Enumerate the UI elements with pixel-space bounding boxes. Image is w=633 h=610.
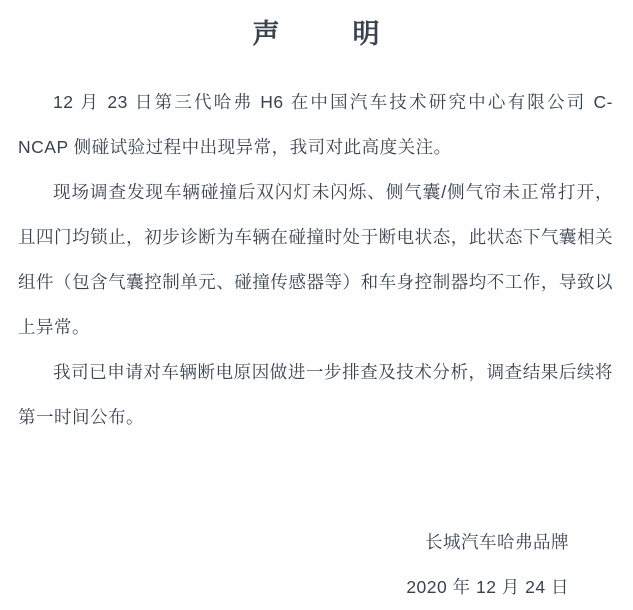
title-char-2: 明 [352,19,381,49]
document-title [0,14,633,54]
signature-date: 2020 年 12 月 24 日 [406,577,569,597]
title-char-1: 声 [252,19,281,49]
signature-brand: 长城汽车哈弗品牌 [425,532,569,552]
paragraph-next-steps: 我司已申请对车辆断电原因做进一步排查及技术分析，调查结果后续将第一时间公布。 [18,362,613,427]
paragraph-incident: 12 月 23 日第三代哈弗 H6 在中国汽车技术研究中心有限公司 C-NCAP 侧碰试验过程中出现异常，我司对此高度关注。 [18,92,613,157]
statement-document [0,14,633,597]
paragraph-investigation-findings: 现场调查发现车辆碰撞后双闪灯未闪烁、侧气囊/侧气帘未正常打开，且四门均锁止，初步诊断为车辆在碰撞时处于断电状态，此状态下气囊相关组件（包含气囊控制单元、碰撞传感器等）和车身控制器均不工作，导致以上异常。 [18,182,613,337]
document-body [0,80,633,440]
signature-block [0,520,633,610]
